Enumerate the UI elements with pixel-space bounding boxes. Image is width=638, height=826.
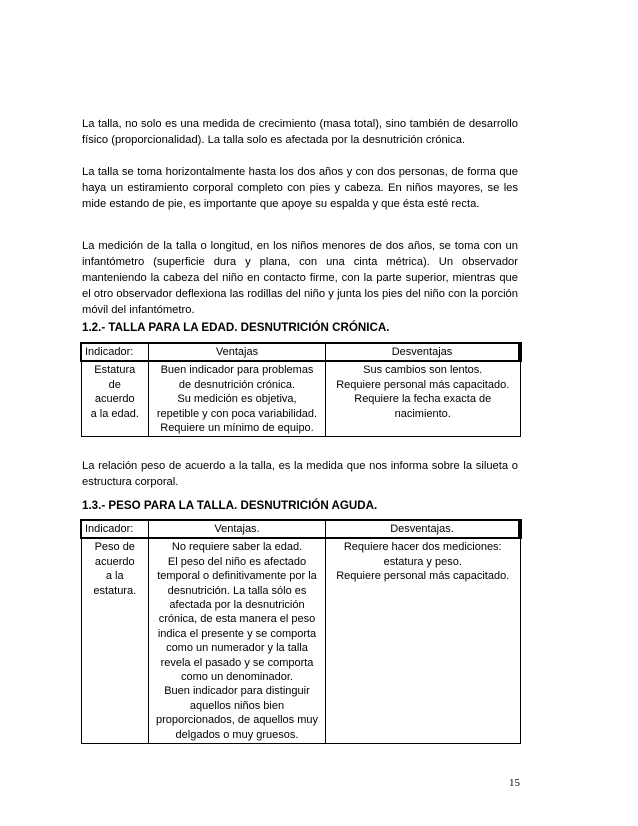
- cell-line: estatura y peso.: [383, 555, 462, 568]
- cell-line: como un denominador.: [181, 671, 293, 684]
- cell-line: crónica, de esta manera el peso: [158, 613, 316, 626]
- header-ventajas: Ventajas: [149, 343, 326, 361]
- cell-line: nacimiento.: [394, 407, 451, 420]
- cell-line: Sus cambios son lentos.: [363, 364, 483, 377]
- cell-line: No requiere saber la edad.: [171, 541, 303, 554]
- cell-line: Requiere un mínimo de equipo.: [160, 422, 314, 435]
- table-header-row: [81, 520, 520, 538]
- table-peso-talla: [80, 519, 522, 744]
- cell-line: Peso de: [94, 541, 135, 554]
- cell-line: desnutrición. La talla sólo es: [167, 584, 307, 597]
- table-header-row: [81, 343, 520, 361]
- desventajas-cell: [326, 361, 521, 437]
- header-desventajas: Desventajas: [326, 343, 521, 361]
- paragraph-infantometro: La medición de la talla o longitud, en los niños menores de dos años, se toma con un infantómetro (superficie dura y plana, con una cinta métrica). Un observador manteniendo la cabeza del niño en contacto firme, con la parte superior, mientras que el otro observador deflexiona las rodillas del niño y junta los pies del niño con la porción móvil del infantómetro.: [82, 240, 518, 316]
- ventajas-cell: [149, 538, 326, 743]
- cell-line: aquellos niños bien: [189, 699, 285, 712]
- cell-line: de desnutrición crónica.: [178, 378, 296, 391]
- cell-line: repetible y con poca variabilidad.: [156, 407, 318, 420]
- table-row: [81, 361, 520, 437]
- cell-line: acuerdo: [94, 393, 135, 406]
- section-heading-talla-edad: 1.2.- TALLA PARA LA EDAD. DESNUTRICIÓN CRÓNICA.: [82, 321, 390, 334]
- ventajas-cell: [149, 361, 326, 437]
- table-talla-edad: [80, 342, 522, 437]
- cell-line: Buen indicador para distinguir: [164, 685, 310, 698]
- page-number: 15: [509, 777, 520, 789]
- header-ventajas: Ventajas.: [149, 520, 326, 538]
- cell-line: a la edad.: [90, 407, 139, 420]
- cell-line: temporal o definitivamente por la: [157, 570, 317, 583]
- paragraph-talla-definicion: La talla, no solo es una medida de crecimiento (masa total), sino también de desarrollo físico (proporcionalidad). La talla solo es afectada por la desnutrición crónica.: [82, 118, 518, 146]
- cell-line: afectada por la desnutrición: [169, 599, 305, 612]
- paragraph-talla-medicion: La talla se toma horizontalmente hasta los dos años y con dos personas, de forma que haya un estiramiento corporal completo con pies y cabeza. En niños mayores, se les mide estando de pie, es importante que apoye su espalda y que ésta esté recta.: [82, 166, 518, 210]
- cell-line: Requiere personal más capacitado.: [336, 378, 510, 391]
- cell-line: acuerdo: [94, 555, 135, 568]
- cell-line: indica el presente y se comporta: [157, 627, 317, 640]
- table-row: [81, 538, 520, 743]
- desventajas-cell: [326, 538, 521, 743]
- paragraph-peso-talla: La relación peso de acuerdo a la talla, es la medida que nos informa sobre la silueta o estructura corporal.: [82, 460, 518, 488]
- cell-line: como un numerador y la talla: [166, 642, 308, 655]
- cell-line: estatura.: [93, 584, 137, 597]
- cell-line: El peso del niño es afectado: [167, 555, 307, 568]
- cell-line: Requiere personal más capacitado.: [336, 570, 510, 583]
- cell-line: revela el pasado y se comporta: [160, 656, 314, 669]
- cell-line: de: [108, 378, 121, 391]
- section-heading-peso-talla: 1.3.- PESO PARA LA TALLA. DESNUTRICIÓN AGUDA.: [82, 499, 378, 512]
- cell-line: Buen indicador para problemas: [160, 364, 314, 377]
- cell-line: a la: [105, 570, 124, 583]
- cell-line: Requiere la fecha exacta de: [354, 393, 492, 406]
- cell-line: Su medición es objetiva,: [177, 393, 297, 406]
- indicator-cell: [81, 361, 149, 437]
- cell-line: Requiere hacer dos mediciones:: [343, 541, 502, 554]
- header-desventajas: Desventajas.: [326, 520, 521, 538]
- cell-line: proporcionados, de aquellos muy: [155, 714, 319, 727]
- cell-line: delgados o muy gruesos.: [175, 728, 299, 741]
- cell-line: Estatura: [94, 364, 136, 377]
- header-indicador: Indicador:: [81, 520, 149, 538]
- header-indicador: Indicador:: [81, 343, 149, 361]
- indicator-cell: [81, 538, 149, 743]
